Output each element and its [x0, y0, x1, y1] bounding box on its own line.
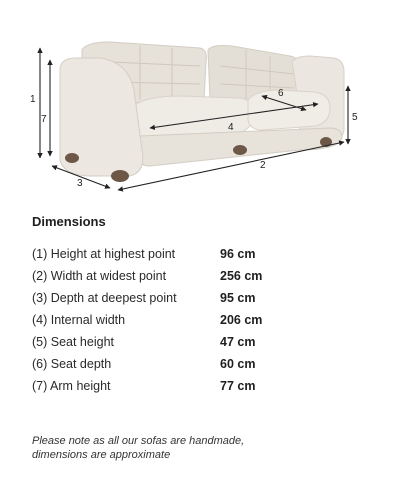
dimension-label: (1) Height at highest point — [32, 247, 176, 261]
foot-front-middle — [111, 170, 129, 182]
dimension-value: 96 cm — [220, 247, 256, 261]
seat-cushion-right — [248, 90, 330, 130]
dimensions-table — [32, 243, 372, 397]
sofa-dimension-illustration — [0, 0, 400, 200]
label-6: 6 — [278, 88, 284, 99]
dimension-row — [32, 353, 372, 375]
dimension-label: (5) Seat height — [32, 335, 114, 349]
dimension-label: (2) Width at widest point — [32, 269, 167, 283]
dimension-value: 77 cm — [220, 379, 256, 393]
dimension-row — [32, 265, 372, 287]
handmade-note — [32, 434, 372, 462]
dimension-label: (7) Arm height — [32, 379, 111, 393]
dimension-label: (4) Internal width — [32, 313, 126, 327]
note-line-2: dimensions are approximate — [32, 449, 171, 461]
foot-front-left — [65, 153, 79, 163]
dimension-row — [32, 309, 372, 331]
foot-center — [233, 145, 247, 155]
label-7: 7 — [41, 114, 47, 125]
note-line-1: Please note as all our sofas are handmade, — [32, 435, 245, 447]
label-1: 1 — [30, 94, 36, 105]
dimension-value: 206 cm — [220, 313, 263, 327]
label-2: 2 — [260, 160, 266, 171]
dimension-row — [32, 331, 372, 353]
label-5: 5 — [352, 112, 358, 123]
dimension-value: 47 cm — [220, 335, 256, 349]
dimensions-heading: Dimensions — [32, 214, 106, 229]
dimension-value: 60 cm — [220, 357, 256, 371]
label-3: 3 — [77, 178, 83, 189]
dimension-label: (3) Depth at deepest point — [32, 291, 177, 305]
label-4: 4 — [228, 122, 234, 133]
dimension-value: 256 cm — [220, 269, 263, 283]
dimension-row — [32, 287, 372, 309]
dimension-row — [32, 375, 372, 397]
dimension-value: 95 cm — [220, 291, 256, 305]
dimension-row — [32, 243, 372, 265]
dimension-label: (6) Seat depth — [32, 357, 112, 371]
